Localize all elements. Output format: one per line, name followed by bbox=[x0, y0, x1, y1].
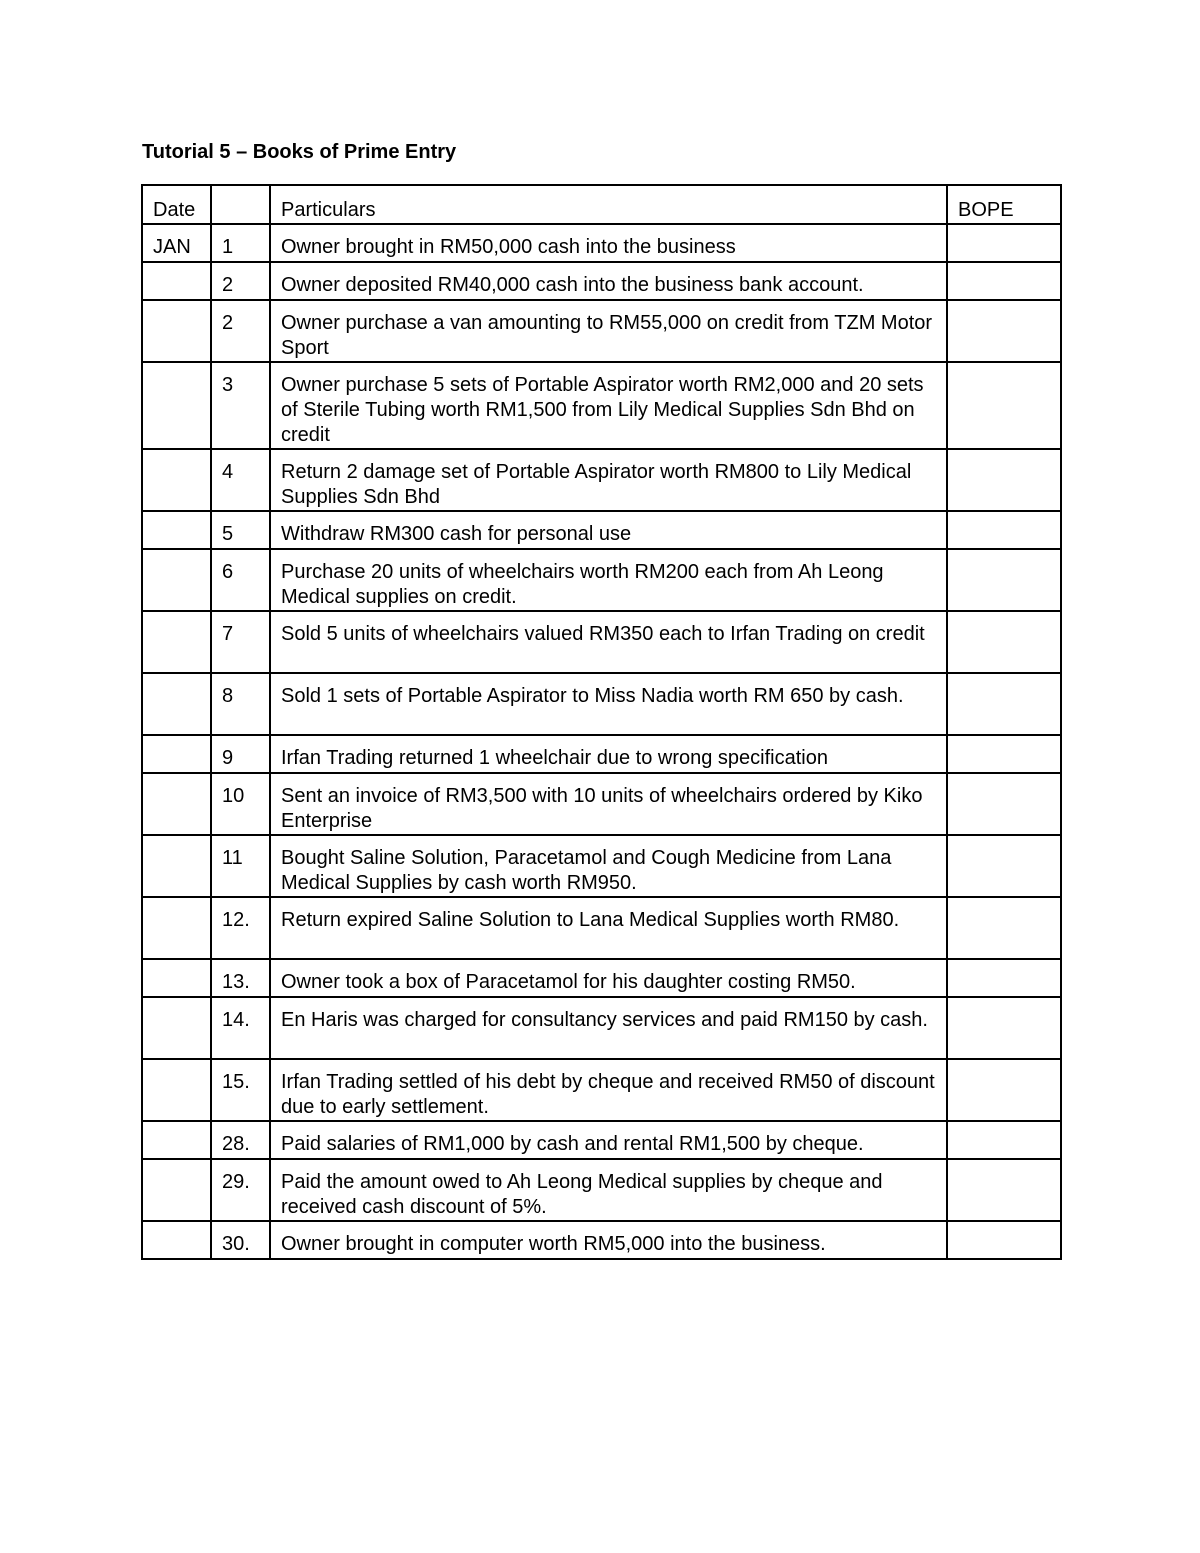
particulars-cell: Owner brought in RM50,000 cash into the business bbox=[270, 224, 947, 262]
table-row bbox=[142, 549, 1061, 611]
table-row bbox=[142, 773, 1061, 835]
table-row bbox=[142, 735, 1061, 773]
particulars-cell: Bought Saline Solution, Paracetamol and Cough Medicine from Lana Medical Supplies by cash worth RM950. bbox=[270, 835, 947, 897]
date-cell bbox=[142, 449, 211, 511]
date-cell bbox=[142, 300, 211, 362]
table-row bbox=[142, 897, 1061, 959]
header-particulars: Particulars bbox=[270, 185, 947, 224]
day-cell: 3 bbox=[211, 362, 270, 449]
day-cell: 1 bbox=[211, 224, 270, 262]
header-day bbox=[211, 185, 270, 224]
date-cell bbox=[142, 1159, 211, 1221]
bope-cell[interactable] bbox=[947, 1059, 1061, 1121]
date-cell bbox=[142, 773, 211, 835]
bope-cell[interactable] bbox=[947, 549, 1061, 611]
table-row bbox=[142, 1221, 1061, 1259]
day-cell: 5 bbox=[211, 511, 270, 549]
bope-cell[interactable] bbox=[947, 773, 1061, 835]
date-cell bbox=[142, 735, 211, 773]
bope-cell[interactable] bbox=[947, 511, 1061, 549]
particulars-cell: Owner purchase 5 sets of Portable Aspirator worth RM2,000 and 20 sets of Sterile Tubing worth RM1,500 from Lily Medical Supplies Sdn Bhd on credit bbox=[270, 362, 947, 449]
date-cell bbox=[142, 362, 211, 449]
table-row bbox=[142, 835, 1061, 897]
particulars-cell: En Haris was charged for consultancy services and paid RM150 by cash. bbox=[270, 997, 947, 1059]
date-cell bbox=[142, 897, 211, 959]
table-row bbox=[142, 262, 1061, 300]
day-cell: 4 bbox=[211, 449, 270, 511]
table-row bbox=[142, 997, 1061, 1059]
header-bope: BOPE bbox=[947, 185, 1061, 224]
particulars-cell: Return 2 damage set of Portable Aspirator worth RM800 to Lily Medical Supplies Sdn Bhd bbox=[270, 449, 947, 511]
date-cell bbox=[142, 1059, 211, 1121]
day-cell: 8 bbox=[211, 673, 270, 735]
particulars-cell: Paid the amount owed to Ah Leong Medical supplies by cheque and received cash discount of 5%. bbox=[270, 1159, 947, 1221]
date-cell bbox=[142, 262, 211, 300]
particulars-cell: Paid salaries of RM1,000 by cash and rental RM1,500 by cheque. bbox=[270, 1121, 947, 1159]
particulars-cell: Return expired Saline Solution to Lana Medical Supplies worth RM80. bbox=[270, 897, 947, 959]
bope-cell[interactable] bbox=[947, 1221, 1061, 1259]
table-row bbox=[142, 611, 1061, 673]
day-cell: 15. bbox=[211, 1059, 270, 1121]
particulars-cell: Purchase 20 units of wheelchairs worth RM200 each from Ah Leong Medical supplies on credit. bbox=[270, 549, 947, 611]
bope-cell[interactable] bbox=[947, 959, 1061, 997]
header-date: Date bbox=[142, 185, 211, 224]
day-cell: 13. bbox=[211, 959, 270, 997]
bope-cell[interactable] bbox=[947, 835, 1061, 897]
particulars-cell: Irfan Trading settled of his debt by cheque and received RM50 of discount due to early settlement. bbox=[270, 1059, 947, 1121]
particulars-cell: Sent an invoice of RM3,500 with 10 units of wheelchairs ordered by Kiko Enterprise bbox=[270, 773, 947, 835]
particulars-cell: Sold 5 units of wheelchairs valued RM350 each to Irfan Trading on credit bbox=[270, 611, 947, 673]
date-cell bbox=[142, 549, 211, 611]
bope-cell[interactable] bbox=[947, 300, 1061, 362]
particulars-cell: Withdraw RM300 cash for personal use bbox=[270, 511, 947, 549]
bope-cell[interactable] bbox=[947, 897, 1061, 959]
particulars-cell: Owner brought in computer worth RM5,000 into the business. bbox=[270, 1221, 947, 1259]
date-cell bbox=[142, 959, 211, 997]
day-cell: 30. bbox=[211, 1221, 270, 1259]
date-cell bbox=[142, 611, 211, 673]
date-cell bbox=[142, 673, 211, 735]
date-cell: JAN bbox=[142, 224, 211, 262]
day-cell: 6 bbox=[211, 549, 270, 611]
table-row bbox=[142, 300, 1061, 362]
date-cell bbox=[142, 835, 211, 897]
bope-cell[interactable] bbox=[947, 362, 1061, 449]
date-cell bbox=[142, 1121, 211, 1159]
day-cell: 28. bbox=[211, 1121, 270, 1159]
bope-cell[interactable] bbox=[947, 224, 1061, 262]
date-cell bbox=[142, 1221, 211, 1259]
table-row bbox=[142, 511, 1061, 549]
particulars-cell: Sold 1 sets of Portable Aspirator to Miss Nadia worth RM 650 by cash. bbox=[270, 673, 947, 735]
bope-cell[interactable] bbox=[947, 673, 1061, 735]
table-row bbox=[142, 224, 1061, 262]
day-cell: 9 bbox=[211, 735, 270, 773]
table-row bbox=[142, 959, 1061, 997]
table-row bbox=[142, 1159, 1061, 1221]
bope-cell[interactable] bbox=[947, 449, 1061, 511]
particulars-cell: Owner took a box of Paracetamol for his daughter costing RM50. bbox=[270, 959, 947, 997]
particulars-cell: Owner purchase a van amounting to RM55,000 on credit from TZM Motor Sport bbox=[270, 300, 947, 362]
date-cell bbox=[142, 997, 211, 1059]
day-cell: 12. bbox=[211, 897, 270, 959]
bope-cell[interactable] bbox=[947, 611, 1061, 673]
day-cell: 2 bbox=[211, 300, 270, 362]
date-cell bbox=[142, 511, 211, 549]
day-cell: 11 bbox=[211, 835, 270, 897]
bope-cell[interactable] bbox=[947, 262, 1061, 300]
table-row bbox=[142, 1121, 1061, 1159]
table-row bbox=[142, 362, 1061, 449]
bope-table bbox=[141, 184, 1062, 1260]
table-row bbox=[142, 449, 1061, 511]
day-cell: 2 bbox=[211, 262, 270, 300]
day-cell: 10 bbox=[211, 773, 270, 835]
table-row bbox=[142, 1059, 1061, 1121]
bope-cell[interactable] bbox=[947, 997, 1061, 1059]
bope-cell[interactable] bbox=[947, 735, 1061, 773]
table-header-row bbox=[142, 185, 1061, 224]
day-cell: 7 bbox=[211, 611, 270, 673]
day-cell: 14. bbox=[211, 997, 270, 1059]
bope-cell[interactable] bbox=[947, 1159, 1061, 1221]
page-title: Tutorial 5 – Books of Prime Entry bbox=[142, 141, 457, 163]
table-row bbox=[142, 673, 1061, 735]
bope-cell[interactable] bbox=[947, 1121, 1061, 1159]
day-cell: 29. bbox=[211, 1159, 270, 1221]
particulars-cell: Irfan Trading returned 1 wheelchair due to wrong specification bbox=[270, 735, 947, 773]
particulars-cell: Owner deposited RM40,000 cash into the business bank account. bbox=[270, 262, 947, 300]
